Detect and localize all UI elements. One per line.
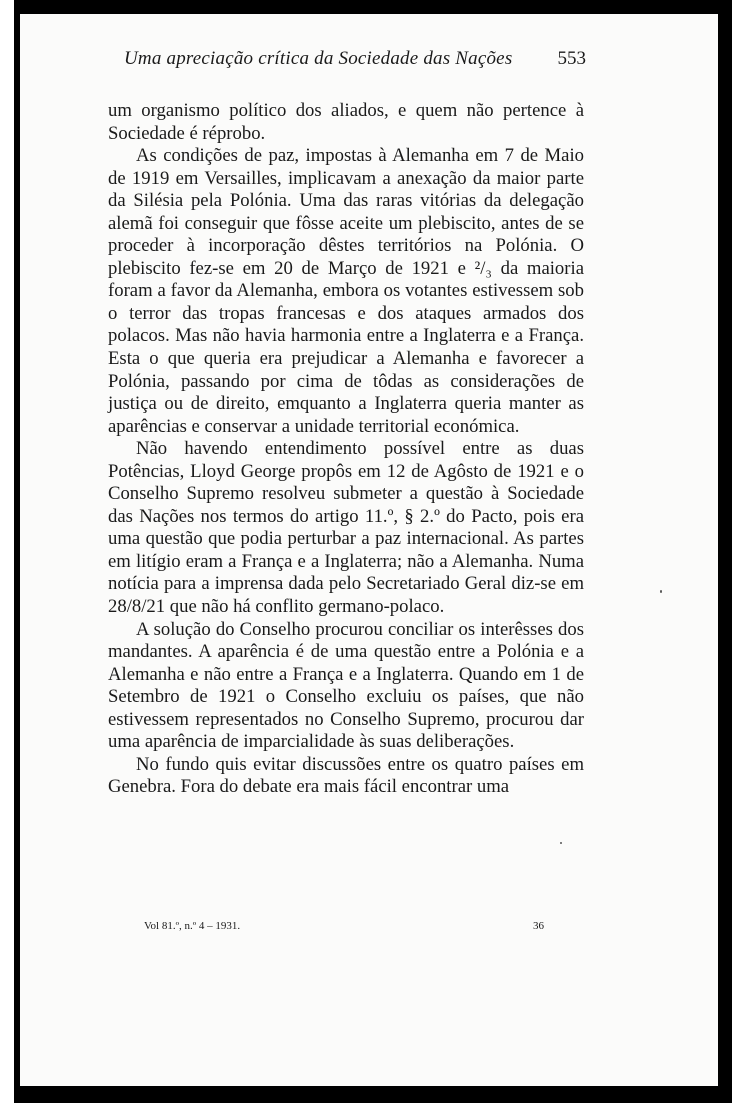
paragraph: A solução do Conselho procurou conciliar os interêsses dos mandantes. A aparência é de uma questão entre a Polónia e a Alemanha e não entre a França e a Inglaterra. Quando em 1 de Setembro de 1921 o Conselho excluiu os países, que não estivessem representados no Conselho Supremo, procurou dar uma aparência de imparcialidade às suas deliberações. xyxy=(108,618,584,753)
paragraph: No fundo quis evitar discussões entre os quatro países em Genebra. Fora do debate era mais fácil encontrar uma xyxy=(108,753,584,798)
running-title: Uma apreciação crítica da Sociedade das Nações xyxy=(124,48,513,69)
volume-note: Vol 81.º, n.º 4 – 1931. xyxy=(144,920,241,932)
body-text xyxy=(108,100,584,799)
page-number: 553 xyxy=(557,48,586,69)
paragraph: As condições de paz, impostas à Alemanha em 7 de Maio de 1919 em Versailles, implicavam a anexação da maior parte da Silésia pela Polónia. Uma das raras vitórias da delegação alemã foi conseguir que fôsse aceite um plebiscito, antes de se proceder à incorporação dêstes territórios na Polónia. O plebiscito fez-se em 20 de Março de 1921 e ²/₃ da maioria foram a favor da Alemanha, embora os votantes estivessem sob o terror das tropas francesas e dos ataques armados dos polacos. Mas não havia harmonia entre a Inglaterra e a França. Esta o que queria era prejudicar a Alemanha e favorecer a Polónia, passando por cima de tôdas as considerações de justiça ou de direito, emquanto a Inglaterra queria manter as aparências e conservar a unidade territorial económica. xyxy=(108,145,584,437)
page-footer xyxy=(144,920,544,932)
signature-mark: 36 xyxy=(533,920,544,932)
scan-speck xyxy=(660,590,662,593)
paragraph: Não havendo entendimento possível entre as duas Potências, Lloyd George propôs em 12 de Agôsto de 1921 e o Conselho Supremo resolveu submeter a questão à Sociedade das Nações nos termos do artigo 11.º, § 2.º do Pacto, pois era uma questão que podia perturbar a paz internacional. As partes em litígio eram a França e a Inglaterra; não a Alemanha. Numa notícia para a imprensa dada pelo Secretariado Geral diz-se em 28/8/21 que não há conflito germano-polaco. xyxy=(108,438,584,618)
paragraph-continued: um organismo político dos aliados, e quem não pertence à Sociedade é réprobo. xyxy=(108,100,584,144)
scan-speck xyxy=(560,842,562,844)
running-header xyxy=(124,48,586,78)
